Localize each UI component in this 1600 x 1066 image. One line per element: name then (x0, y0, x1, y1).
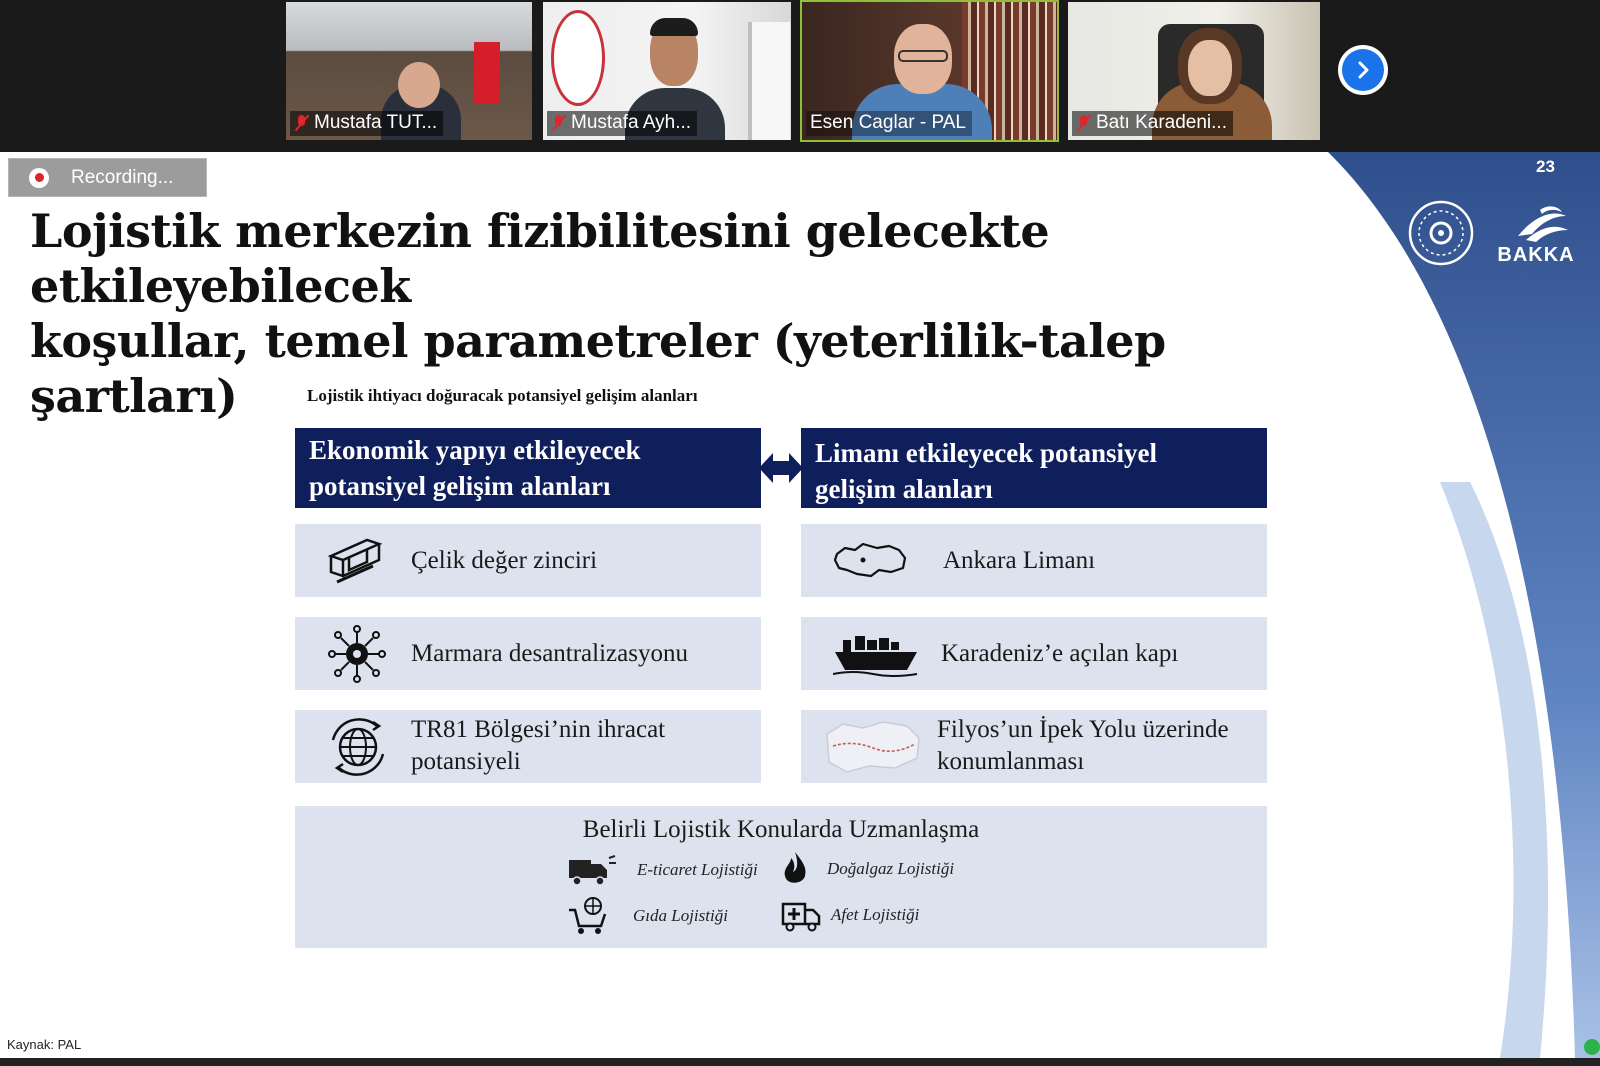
bakka-logo: BAKKA (1496, 204, 1576, 270)
food-cart-icon (567, 896, 609, 936)
globe-export-icon (325, 714, 391, 780)
delivery-truck-icon (567, 854, 617, 886)
economic-item-tr81 (295, 710, 761, 783)
ambulance-icon (781, 898, 821, 932)
route-map-icon (823, 714, 923, 780)
ministry-logo-icon (551, 10, 605, 106)
slide-number: 23 (1536, 157, 1555, 176)
participant-tile-1[interactable] (284, 0, 534, 142)
double-arrow-icon (759, 451, 803, 485)
shared-slide (0, 152, 1600, 1058)
tr81-label: TR81 Bölgesi’nin ihracat potansiyeli (411, 716, 666, 775)
port-areas-header: Limanı etkileyecek potansiyel gelişim alanları (801, 428, 1267, 508)
bottom-bar (0, 1058, 1600, 1066)
mic-muted-icon (551, 114, 567, 132)
spec-disaster: Afet Lojistiği (781, 898, 919, 932)
participant-tile-4[interactable] (1066, 0, 1322, 142)
turkey-map-icon (833, 540, 909, 582)
participant-name-tag: Batı Karadeni... (1072, 111, 1233, 136)
economic-areas-header: Ekonomik yapıyı etkileyecek potansiyel gelişim alanları (295, 428, 761, 508)
record-icon (29, 168, 49, 188)
section-label: Lojistik ihtiyacı doğuracak potansiyel gelişim alanları (307, 386, 698, 405)
participant-tile-3[interactable] (800, 0, 1059, 142)
cargo-ship-icon (833, 630, 919, 678)
mic-muted-icon (294, 114, 310, 132)
chevron-right-icon (1352, 59, 1374, 81)
participant-name-tag: Mustafa TUT... (290, 111, 443, 136)
participant-video-strip (0, 0, 1600, 152)
filyos-label: Filyos’un İpek Yolu üzerinde konumlanması (937, 716, 1229, 775)
participant-name-tag: Esen Caglar - PAL (806, 111, 972, 136)
participant-tile-2[interactable] (541, 0, 793, 142)
recording-indicator[interactable]: Recording... (8, 158, 207, 197)
source-note: Kaynak: PAL (7, 1037, 82, 1052)
bird-logo-icon (1496, 204, 1576, 246)
government-emblem-icon (1408, 200, 1474, 266)
glasses (898, 50, 948, 62)
port-item-karadeniz: Karadeniz’e açılan kapı (801, 617, 1267, 690)
specialization-box: Belirli Lojistik Konularda Uzmanlaşma E-ticaret Lojistiği Doğalgaz Lojistiği Gıda Lojistiği Afet Lojistiği (295, 806, 1267, 948)
spec-ecommerce: E-ticaret Lojistiği (567, 854, 758, 886)
network-gear-icon (327, 624, 387, 684)
gas-flame-icon (781, 850, 809, 888)
next-participants-button[interactable] (1338, 45, 1388, 95)
port-item-ankara: Ankara Limanı (801, 524, 1267, 597)
flag (474, 42, 500, 104)
spec-naturalgas: Doğalgaz Lojistiği (781, 850, 954, 888)
steel-beam-icon (327, 536, 383, 586)
slide-title: Lojistik merkezin fizibilitesini gelecekte etkileyebilecek koşullar, temel parametreler (yeterlilik-talep şartları) (30, 204, 1166, 423)
economic-item-steel: Çelik değer zinciri (295, 524, 761, 597)
port-item-filyos (801, 710, 1267, 783)
connection-status-indicator (1584, 1039, 1600, 1055)
spec-food: Gıda Lojistiği (567, 896, 728, 936)
participant-name-tag: Mustafa Ayh... (547, 111, 697, 136)
economic-item-marmara: Marmara desantralizasyonu (295, 617, 761, 690)
mic-muted-icon (1076, 114, 1092, 132)
